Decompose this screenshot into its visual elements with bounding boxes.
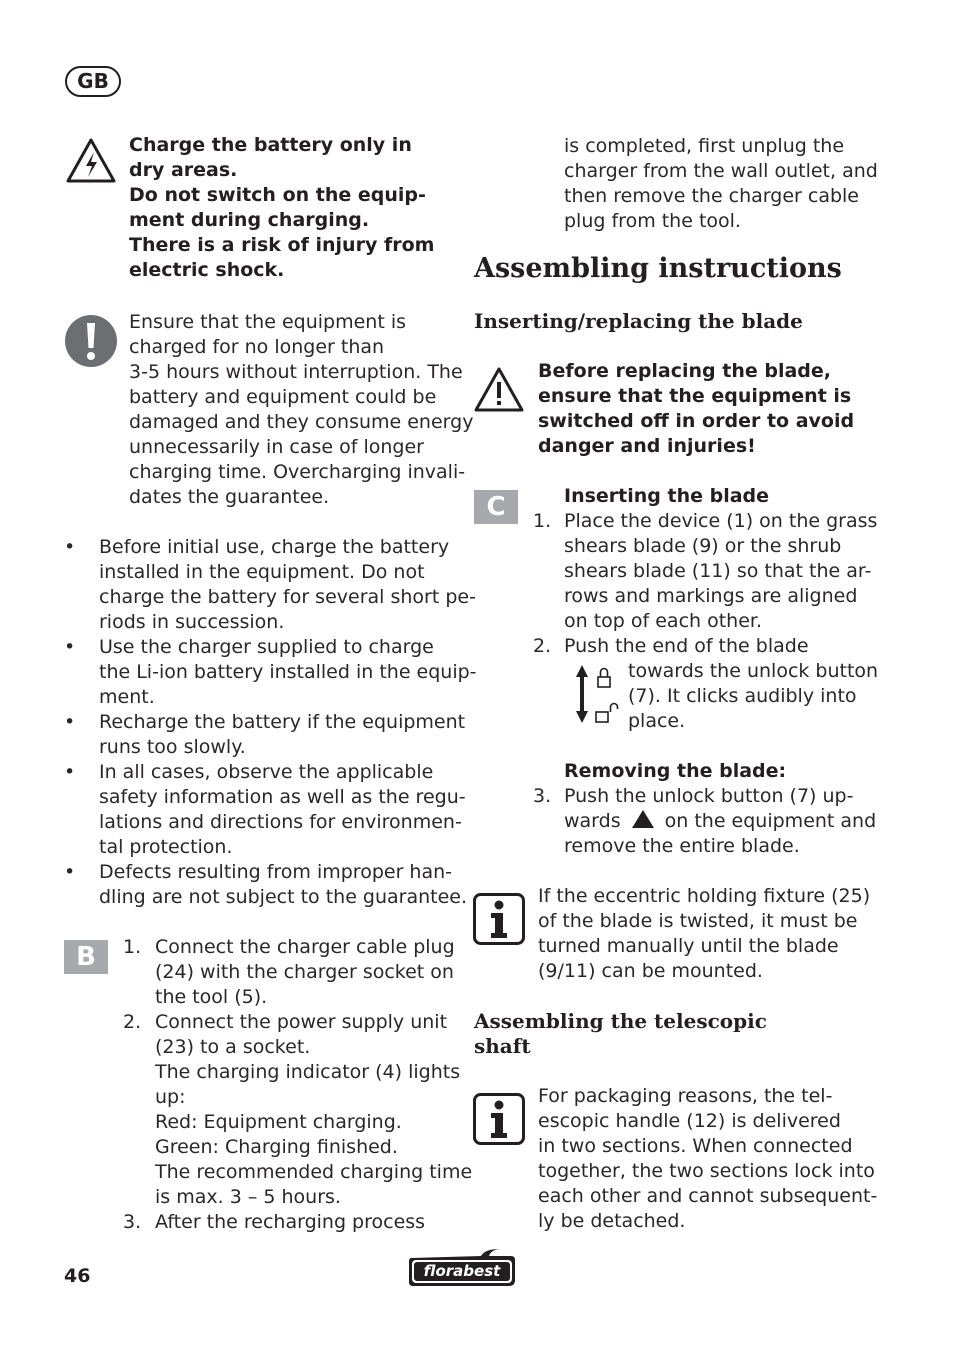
warning-charge-text: Charge the battery only in dry areas. Do not switch on the equip- ment during charging. There is a risk of injury from electric shock.	[129, 134, 435, 281]
inserting-step-2-continued: towards the unlock button (7). It clicks audibly into place.	[628, 660, 879, 732]
inserting-title: Inserting the blade	[564, 485, 770, 507]
telescopic-subheading: Assembling the telescopic shaft	[474, 1009, 767, 1058]
inserting-step-2: 2. Push the end of the blade	[533, 635, 809, 657]
overcharge-note: Ensure that the equipment is charged for no longer than 3-5 hours without interruption. The battery and equipment could be damaged and they consume energy unnecessarily in case of longer charging time. Overcharging invali- dates the guarantee.	[129, 311, 474, 508]
list-item: • Recharge the battery if the equipment runs too slowly.	[64, 711, 466, 758]
caution-circle-icon	[64, 314, 118, 368]
assembling-heading: Assembling instructions	[474, 253, 842, 284]
lock-unlock-icon	[566, 663, 626, 727]
removing-title: Removing the blade:	[564, 760, 787, 782]
figure-label-c: C	[474, 490, 518, 524]
list-item: • Use the charger supplied to charge the Li-ion battery installed in the equip- ment.	[64, 636, 477, 708]
warning-icon	[473, 366, 525, 414]
blade-subheading: Inserting/replacing the blade	[474, 309, 803, 333]
list-item: • In all cases, observe the applicable safety information as well as the regu- lations and directions for environmen- tal protection.	[64, 761, 466, 858]
warning-blade-text: Before replacing the blade, ensure that the equipment is switched off in order to avoid danger and injuries!	[538, 360, 855, 457]
list-item: 2. Connect the power supply unit (23) to a socket. The charging indicator (4) lights up: Red: Equipment charging. Green: Charging finished. The recommended charging time is max. 3 – 5 hours.	[123, 1011, 473, 1208]
list-item: • Before initial use, charge the battery installed in the equipment. Do not charge the battery for several short pe- riods in succession.	[64, 536, 476, 633]
recharging-continued-text: is completed, first unplug the charger from the wall outlet, and then remove the charger cable plug from the tool.	[564, 135, 878, 232]
arrow-up-icon	[621, 809, 665, 829]
electric-warning-icon	[65, 137, 117, 185]
list-item: 3. After the recharging process	[123, 1211, 426, 1233]
figure-label-b: B	[64, 940, 108, 974]
info-icon	[473, 893, 525, 945]
inserting-step-1: 1. Place the device (1) on the grass shears blade (9) or the shrub shears blade (11) so that the ar- rows and markings are aligned on top of each other.	[533, 510, 878, 632]
list-item: • Defects resulting from improper han- dling are not subject to the guarantee.	[64, 861, 468, 908]
eccentric-fixture-note: If the eccentric holding fixture (25) of the blade is twisted, it must be turned manually until the blade (9/11) can be mounted.	[538, 885, 871, 982]
charging-bullet-list	[64, 535, 477, 910]
page-number: 46	[64, 1265, 91, 1287]
florabest-logo: florabest	[405, 1248, 519, 1288]
info-icon	[473, 1093, 525, 1145]
telescopic-handle-note: For packaging reasons, the tel- escopic handle (12) is delivered in two sections. When connected together, the two sections lock into each other and cannot subsequent- ly be detached.	[538, 1085, 878, 1232]
charging-steps	[123, 935, 473, 1235]
list-item: 1. Connect the charger cable plug (24) with the charger socket on the tool (5).	[123, 936, 455, 1008]
language-badge: GB	[65, 66, 121, 97]
removing-step-3: 3. Push the unlock button (7) up- wards on the equipment and remove the entire blade.	[533, 785, 877, 857]
